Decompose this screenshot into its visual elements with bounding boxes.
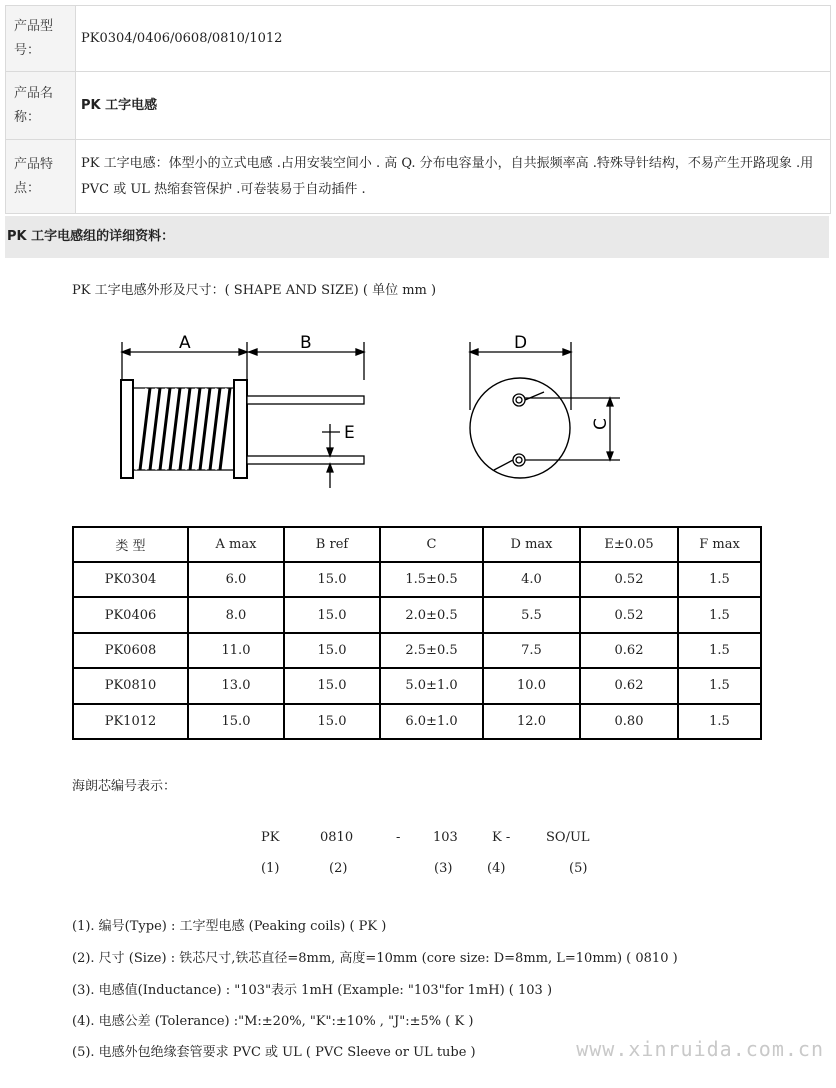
cell: 1.5 (678, 562, 761, 597)
code-part-prefix: PK (261, 830, 280, 845)
cell: 13.0 (188, 668, 284, 703)
info-value-model: PK0304/0406/0608/0810/1012 (76, 6, 831, 72)
info-row-features (6, 140, 831, 214)
note-inductance: (3). 电感值(Inductance) : "103"表示 1mH (Example: "103"for 1mH) ( 103 ) (72, 983, 553, 998)
cell: PK0304 (73, 562, 188, 597)
cell: 0.62 (580, 633, 678, 668)
note-sleeve: (5). 电感外包绝缘套管要求 PVC 或 UL ( PVC Sleeve or UL tube ) (72, 1045, 476, 1060)
cell: 0.52 (580, 597, 678, 632)
cell: 15.0 (188, 704, 284, 739)
table-row (73, 562, 761, 597)
cell: 2.5±0.5 (380, 633, 483, 668)
code-part-dash: - (396, 830, 401, 845)
col-e: E±0.05 (580, 527, 678, 562)
cell: 15.0 (284, 704, 380, 739)
cell: PK1012 (73, 704, 188, 739)
cell: 1.5 (678, 704, 761, 739)
table-row (73, 668, 761, 703)
table-row (73, 597, 761, 632)
section-title: PK 工字电感组的详细资料： (5, 216, 829, 258)
cell: 11.0 (188, 633, 284, 668)
info-row-model (6, 6, 831, 72)
cell: 2.0±0.5 (380, 597, 483, 632)
code-num-5: (5) (569, 861, 588, 876)
inductor-drawing (0, 320, 836, 500)
cell: 5.5 (483, 597, 580, 632)
cell: 7.5 (483, 633, 580, 668)
col-c: C (380, 527, 483, 562)
info-label-features: 产品特点： (6, 140, 76, 214)
table-row (73, 704, 761, 739)
cell: 6.0±1.0 (380, 704, 483, 739)
watermark: www.xinruida.com.cn (576, 1037, 824, 1061)
info-value-features: PK 工字电感：体型小的立式电感 .占用安装空间小 . 高 Q. 分布电容量小，自共振频率高 .特殊导针结构，不易产生开路现象 .用 PVC 或 UL 热缩套管保护 .可卷装易于自动插件 . (76, 140, 831, 214)
cell: 0.52 (580, 562, 678, 597)
col-a: A max (188, 527, 284, 562)
col-f: F max (678, 527, 761, 562)
cell: 1.5±0.5 (380, 562, 483, 597)
cell: PK0608 (73, 633, 188, 668)
cell: 5.0±1.0 (380, 668, 483, 703)
col-type: 类 型 (73, 527, 188, 562)
dimension-table (72, 526, 762, 740)
code-part-size: 0810 (320, 830, 354, 845)
info-label-name: 产品名称： (6, 72, 76, 140)
note-tolerance: (4). 电感公差 (Tolerance) :"M:±20%, "K":±10% , "J":±5% ( K ) (72, 1014, 474, 1029)
code-part-inductance: 103 (433, 830, 458, 845)
cell: PK0406 (73, 597, 188, 632)
shape-caption: PK 工字电感外形及尺寸：( SHAPE AND SIZE) ( 单位 mm ) (72, 283, 437, 298)
info-value-name: PK 工字电感 (76, 72, 831, 140)
cell: 15.0 (284, 597, 380, 632)
col-b: B ref (284, 527, 380, 562)
code-num-2: (2) (329, 861, 348, 876)
cell: 15.0 (284, 668, 380, 703)
code-part-sleeve: SO/UL (546, 830, 590, 845)
note-type: (1). 编号(Type) : 工字型电感 (Peaking coils) ( PK ) (72, 919, 387, 934)
info-label-model: 产品型号： (6, 6, 76, 72)
table-row (73, 633, 761, 668)
cell: 1.5 (678, 633, 761, 668)
label-a: A (179, 333, 191, 353)
code-num-4: (4) (487, 861, 506, 876)
cell: 15.0 (284, 633, 380, 668)
cell: 0.80 (580, 704, 678, 739)
cell: 1.5 (678, 668, 761, 703)
info-row-name (6, 72, 831, 140)
label-c: C (591, 418, 611, 430)
cell: 10.0 (483, 668, 580, 703)
cell: 4.0 (483, 562, 580, 597)
cell: PK0810 (73, 668, 188, 703)
product-info-table (5, 5, 831, 214)
note-size: (2). 尺寸 (Size) : 铁芯尺寸,铁芯直径=8mm, 高度=10mm (core size: D=8mm, L=10mm) ( 0810 ) (72, 951, 678, 966)
label-b: B (300, 333, 312, 353)
cell: 1.5 (678, 597, 761, 632)
col-d: D max (483, 527, 580, 562)
code-title: 海朗芯编号表示： (72, 779, 177, 794)
cell: 15.0 (284, 562, 380, 597)
cell: 8.0 (188, 597, 284, 632)
cell: 12.0 (483, 704, 580, 739)
code-num-1: (1) (261, 861, 280, 876)
cell: 0.62 (580, 668, 678, 703)
table-header-row (73, 527, 761, 562)
code-part-tolerance: K - (492, 830, 511, 845)
code-num-3: (3) (434, 861, 453, 876)
cell: 6.0 (188, 562, 284, 597)
label-e: E (344, 423, 355, 443)
label-d: D (514, 333, 528, 353)
